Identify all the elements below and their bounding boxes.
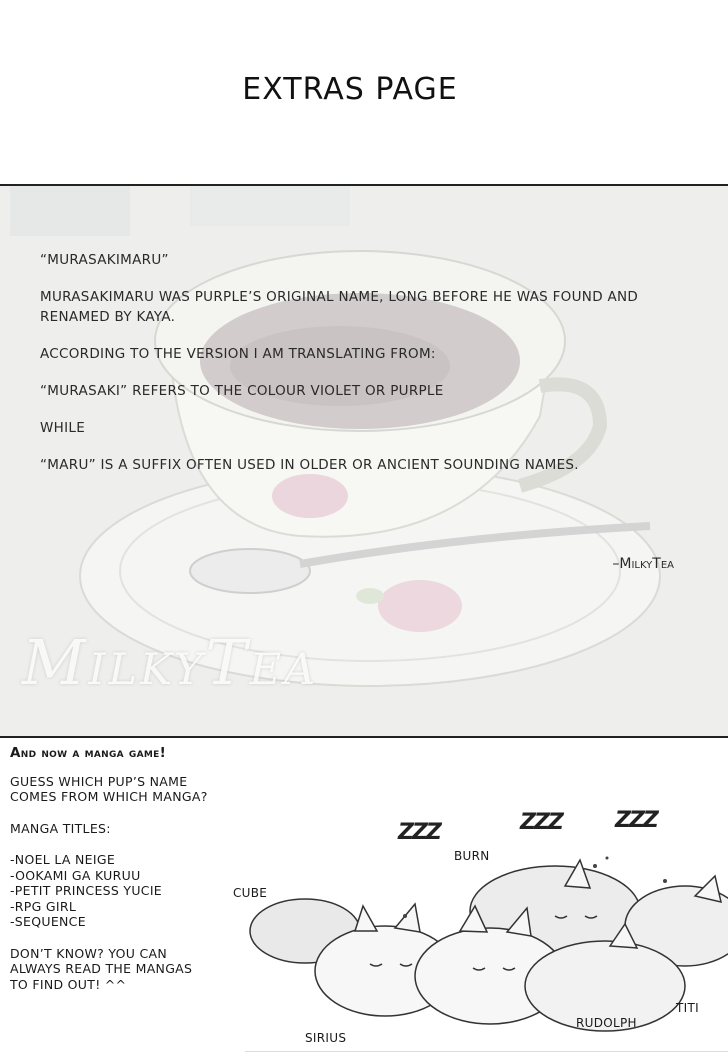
zzz-sleep-mark: ZZZ (615, 808, 657, 833)
question-line: GUESS WHICH PUP’S NAME (10, 773, 188, 789)
note-paragraph: “MURASAKI” REFERS TO THE COLOUR VIOLET OR PURPLE (40, 383, 444, 399)
note-heading: “MURASAKIMARU” (40, 252, 169, 268)
note-paragraph: “MARU” IS A SUFFIX OFTEN USED IN OLDER OR ANCIENT SOUNDING NAMES. (40, 457, 579, 473)
note-paragraph: WHILE (40, 420, 86, 436)
translation-notes-panel (0, 184, 728, 738)
signature: –MilkyTea (612, 556, 674, 572)
question-line: COMES FROM WHICH MANGA? (10, 789, 208, 804)
manga-title-item: -NOEL LA NEIGE (10, 852, 116, 867)
closing-line: DON’T KNOW? YOU CAN (10, 945, 167, 961)
manga-title-item: -OOKAMI GA KURUU (10, 867, 141, 883)
note-paragraph: MURASAKIMARU WAS PURPLE’S ORIGINAL NAME, LONG BEFORE HE WAS FOUND AND RENAMED BY KAYA. (40, 289, 639, 325)
manga-title-item: -PETIT PRINCESS YUCIE (10, 883, 163, 898)
game-text (10, 746, 250, 992)
watermark: MilkyTea (22, 626, 319, 699)
pup-name-label: TITI (676, 1001, 699, 1015)
pup-name-label: CUBE (233, 886, 268, 900)
zzz-sleep-mark: ZZZ (398, 820, 440, 845)
sleeping-puppies-drawing (245, 836, 728, 1052)
game-heading: And now a manga game! (10, 745, 167, 761)
manga-titles-label: MANGA TITLES: (10, 820, 111, 836)
translation-notes (40, 250, 680, 492)
manga-titles-list (10, 852, 250, 930)
manga-title-item: -SEQUENCE (10, 914, 86, 929)
game-closing (10, 946, 250, 993)
pup-name-label: SIRIUS (305, 1031, 347, 1045)
page-title: EXTRAS PAGE (242, 72, 458, 107)
closing-line: TO FIND OUT! ^^ (10, 976, 127, 992)
closing-line: ALWAYS READ THE MANGAS (10, 961, 193, 976)
game-question (10, 774, 250, 805)
pup-name-label: BURN (454, 849, 490, 863)
manga-title-item: -RPG GIRL (10, 898, 77, 914)
note-paragraph: ACCORDING TO THE VERSION I AM TRANSLATING FROM: (40, 346, 436, 362)
zzz-sleep-mark: ZZZ (520, 810, 562, 835)
pup-name-label: RUDOLPH (576, 1016, 637, 1030)
manga-game-panel (0, 736, 728, 1052)
